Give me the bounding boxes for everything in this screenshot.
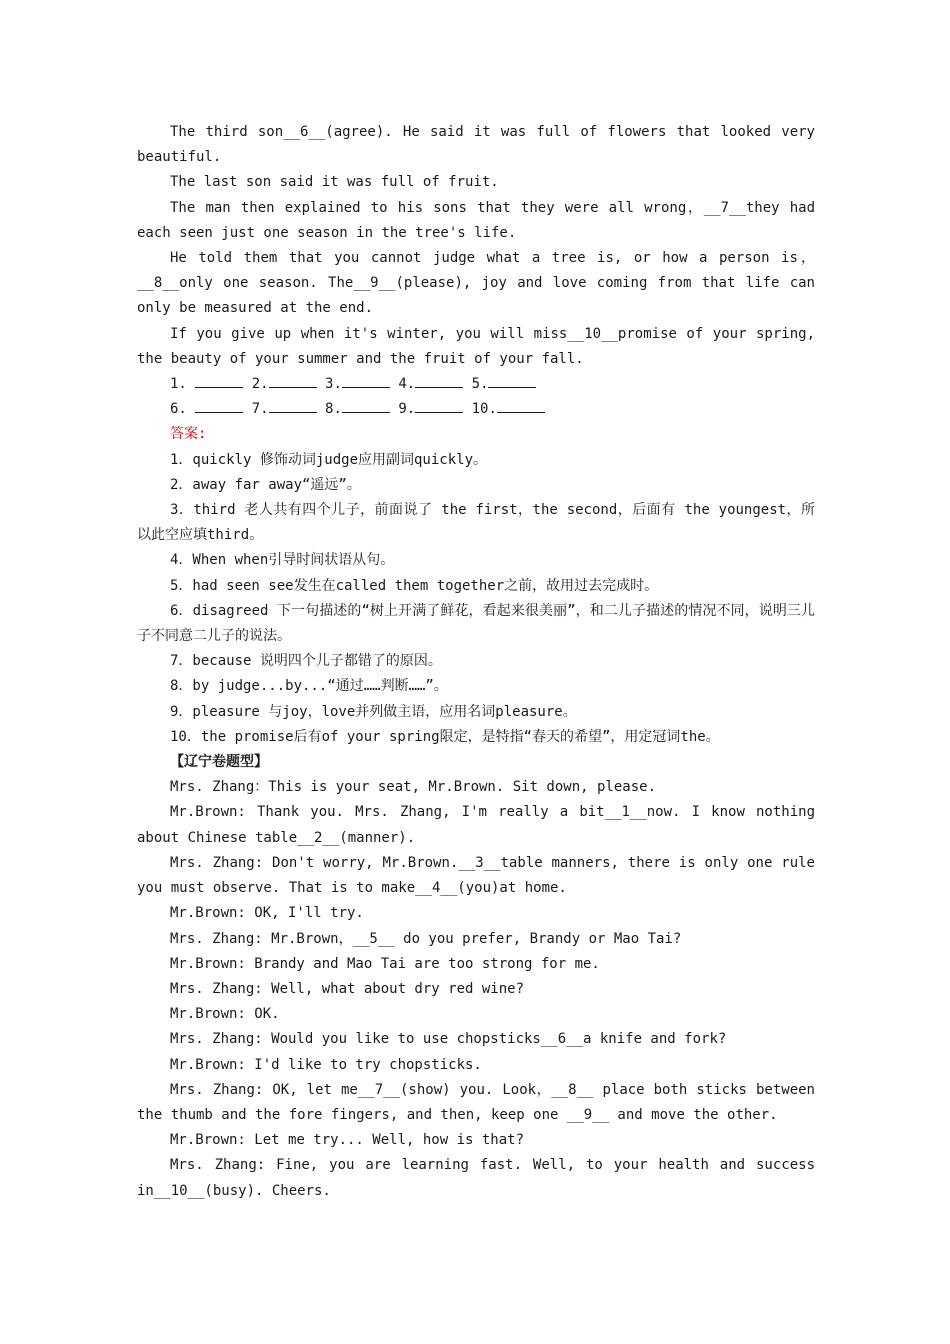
answer-item: 2．away far away“遥远”。: [170, 476, 361, 493]
answer-blanks-row-1: [137, 372, 815, 397]
answer-blank: [342, 398, 390, 413]
blank-number: 6.: [170, 401, 187, 418]
blank-number: 3.: [325, 376, 342, 393]
dialogue-line: Mr.Brown: Thank you. Mrs. Zhang, I'm really a bit__1__now. I know nothing about Chinese table__2__(manner).: [137, 804, 815, 846]
dialogue-line: Mr.Brown: I'd like to try chopsticks.: [170, 1056, 482, 1073]
dialogue-line: Mrs. Zhang: Don't worry, Mr.Brown.__3__table manners, there is only one rule you must observe. That is to make__4__(you)at home.: [137, 854, 815, 897]
answer-item: 6．disagreed 下一句描述的“树上开满了鲜花，看起来很美丽”，和二儿子描述的情况不同，说明三儿子不同意二儿子的说法。: [137, 602, 815, 645]
blank-number: 9.: [398, 401, 416, 418]
answer-blank: [342, 373, 390, 388]
answer-blanks-row-2: [137, 397, 815, 422]
dialogue-line: Mr.Brown: OK.: [170, 1006, 280, 1023]
answer-blank: [497, 398, 545, 413]
dialogue-line: Mr.Brown: Brandy and Mao Tai are too strong for me.: [170, 955, 600, 972]
answer-blank: [415, 398, 463, 413]
answer-label: 答案:: [170, 426, 207, 443]
answer-item: 8．by judge...by...“通过……判断……”。: [170, 678, 448, 695]
answer-item: 7．because 说明四个儿子都错了的原因。: [170, 653, 442, 670]
answer-item: 1．quickly 修饰动词judge应用副词quickly。: [170, 451, 488, 468]
dialogue-line: Mrs. Zhang：This is your seat, Mr.Brown. Sit down, please.: [170, 779, 657, 796]
answer-item: 3．third 老人共有四个儿子，前面说了 the first，the second，后面有 the youngest，所以此空应填third。: [137, 502, 815, 544]
blank-number: 4.: [398, 376, 416, 393]
answer-item: 10．the promise后有of your spring限定，是特指“春天的希望”，用定冠词the。: [170, 728, 720, 745]
answer-blank: [269, 398, 317, 413]
blank-number: 1.: [170, 376, 187, 393]
blank-number: 5.: [471, 376, 489, 393]
story-paragraph: He told them that you cannot judge what a tree is, or how a person is，__8__only one season. The__9__(please), joy and love coming from that life can only be measured at the end.: [137, 250, 815, 317]
dialogue-line: Mrs. Zhang: Well, what about dry red wine?: [170, 980, 525, 997]
document-page: [137, 120, 815, 1204]
blank-number: 8.: [325, 401, 342, 418]
answer-blank: [415, 373, 463, 388]
story-paragraph: The last son said it was full of fruit.: [170, 174, 499, 191]
answer-item: 9．pleasure 与joy，love并列做主语，应用名词pleasure。: [170, 703, 577, 720]
dialogue-line: Mrs. Zhang: Mr.Brown，__5__ do you prefer, Brandy or Mao Tai?: [170, 930, 682, 947]
answer-blank: [195, 398, 243, 413]
answer-blank: [488, 373, 536, 388]
answer-item: 5．had seen see发生在called them together之前，故用过去完成时。: [170, 577, 659, 594]
answer-blank: [269, 373, 317, 388]
blank-number: 10.: [471, 401, 497, 418]
dialogue-line: Mrs. Zhang: OK, let me__7__(show) you. Look，__8__ place both sticks between the thumb and the fore fingers, and then, keep one __9__ and move the other.: [137, 1081, 815, 1123]
dialogue-line: Mr.Brown: OK, I'll try.: [170, 905, 364, 922]
answer-blank: [195, 373, 243, 388]
section-heading: 【辽宁卷题型】: [170, 754, 268, 771]
answer-item: 4．When when引导时间状语从句。: [170, 552, 395, 569]
dialogue-line: Mrs. Zhang: Fine, you are learning fast. Well, to your health and success in__10__(busy). Cheers.: [137, 1157, 815, 1199]
story-paragraph: The man then explained to his sons that they were all wrong，__7__they had each seen just one season in the tree's life.: [137, 199, 815, 241]
dialogue-line: Mrs. Zhang: Would you like to use chopsticks__6__a knife and fork?: [170, 1031, 727, 1048]
dialogue-line: Mr.Brown: Let me try... Well, how is that?: [170, 1132, 525, 1149]
blank-number: 7.: [251, 401, 269, 418]
story-paragraph: The third son__6__(agree). He said it was full of flowers that looked very beautiful.: [137, 124, 815, 166]
blank-number: 2.: [251, 376, 269, 393]
story-paragraph: If you give up when it's winter, you will miss__10__promise of your spring, the beauty of your summer and the fruit of your fall.: [137, 325, 815, 367]
